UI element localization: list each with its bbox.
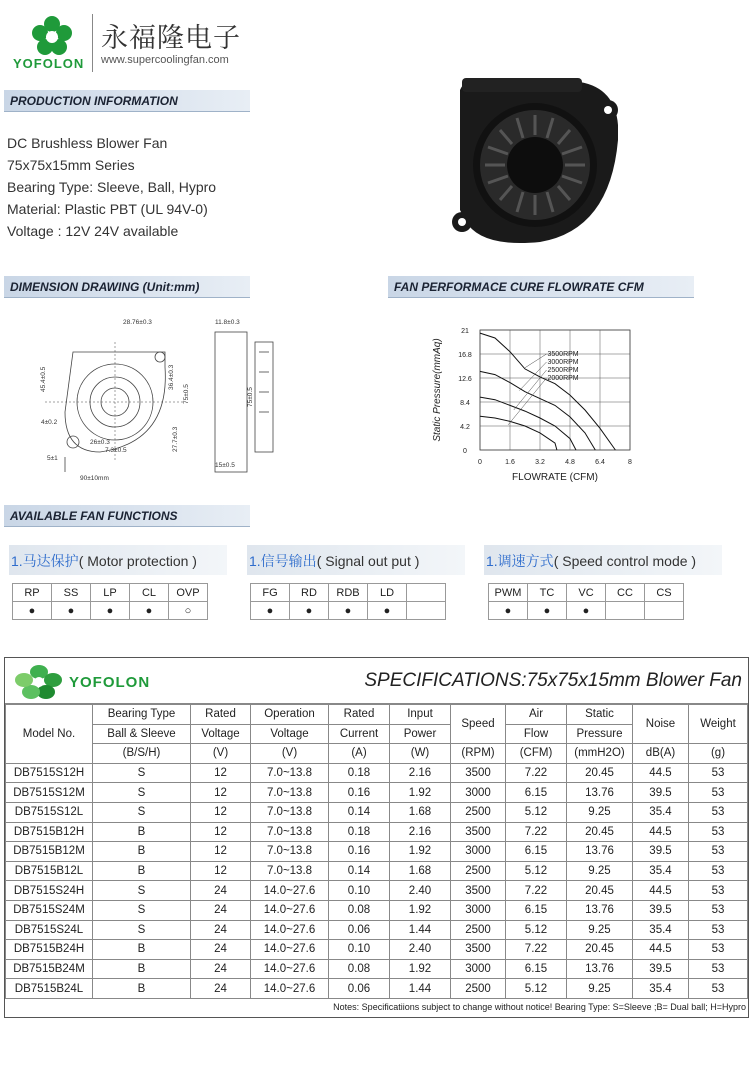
function-mark <box>606 602 645 620</box>
table-cell: 7.0~13.8 <box>251 802 329 822</box>
table-cell: 3500 <box>451 940 506 960</box>
table-row <box>6 842 748 862</box>
function-mark <box>407 602 446 620</box>
function-mark: ● <box>368 602 407 620</box>
section-functions: AVAILABLE FAN FUNCTIONS <box>4 505 250 527</box>
performance-chart <box>425 318 660 493</box>
table-cell: 44.5 <box>633 763 689 783</box>
table-row <box>6 802 748 822</box>
table-cell: 14.0~27.6 <box>251 940 329 960</box>
table-cell: 0.18 <box>329 763 390 783</box>
table-cell: 53 <box>689 900 748 920</box>
dim-label: 36.4±0.3 <box>168 364 175 390</box>
table-cell: 39.5 <box>633 900 689 920</box>
function-header: PWM <box>489 584 528 602</box>
dim-label: 28.76±0.3 <box>123 319 152 326</box>
table-cell: 3000 <box>451 959 506 979</box>
table-cell: 1.92 <box>390 900 451 920</box>
model-cell: DB7515S12H <box>6 763 93 783</box>
x-tick-label: 3.2 <box>535 459 545 466</box>
unit-cell: (CFM) <box>506 744 567 764</box>
function-header: SS <box>52 584 91 602</box>
table-cell: 35.4 <box>633 802 689 822</box>
table-cell: 24 <box>191 940 251 960</box>
function-mark: ● <box>13 602 52 620</box>
table-cell: 7.22 <box>506 822 567 842</box>
table-cell: 0.06 <box>329 920 390 940</box>
table-cell: 1.92 <box>390 842 451 862</box>
dim-label: 75±0.5 <box>247 387 254 407</box>
table-cell: S <box>93 763 191 783</box>
model-cell: DB7515B24H <box>6 940 93 960</box>
table-cell: 2500 <box>451 861 506 881</box>
model-cell: DB7515B24M <box>6 959 93 979</box>
unit-cell: (mmH2O) <box>567 744 633 764</box>
table-header-row <box>6 705 748 725</box>
table-row <box>6 979 748 999</box>
function-mark: ● <box>290 602 329 620</box>
function-group-en: ( Motor protection ) <box>78 553 197 569</box>
table-cell: 44.5 <box>633 822 689 842</box>
motor-protection-table <box>12 583 208 620</box>
header-cell: Speed <box>451 705 506 744</box>
table-cell: 3000 <box>451 783 506 803</box>
table-cell: 1.92 <box>390 783 451 803</box>
table-cell: 14.0~27.6 <box>251 881 329 901</box>
function-header: VC <box>567 584 606 602</box>
table-cell: 0.16 <box>329 842 390 862</box>
y-axis-label: Static Pressure(mmAq) <box>432 338 443 442</box>
table-cell: S <box>93 783 191 803</box>
x-axis-label: FLOWRATE (CFM) <box>512 472 598 483</box>
table-cell: 9.25 <box>567 979 633 999</box>
table-cell: 7.0~13.8 <box>251 783 329 803</box>
table-cell: 2500 <box>451 979 506 999</box>
spec-table <box>5 704 748 999</box>
table-cell: 6.15 <box>506 900 567 920</box>
function-mark: ● <box>567 602 606 620</box>
model-cell: DB7515S24H <box>6 881 93 901</box>
header-cell: Pressure <box>567 724 633 744</box>
unit-cell: (RPM) <box>451 744 506 764</box>
table-cell: 6.15 <box>506 959 567 979</box>
y-tick-label: 16.8 <box>458 352 472 359</box>
y-tick-label: 0 <box>463 448 467 455</box>
function-group-title <box>247 545 465 575</box>
function-group-en: ( Speed control mode ) <box>553 553 697 569</box>
table-cell: 5.12 <box>506 920 567 940</box>
table-cell: 1.68 <box>390 802 451 822</box>
dim-label: 45.4±0.5 <box>40 366 47 392</box>
table-cell: B <box>93 959 191 979</box>
function-mark: ● <box>251 602 290 620</box>
table-cell: 35.4 <box>633 979 689 999</box>
model-cell: DB7515B24L <box>6 979 93 999</box>
dim-label: 27.7±0.3 <box>172 426 179 452</box>
table-row <box>6 881 748 901</box>
header-cell: Static <box>567 705 633 725</box>
table-cell: B <box>93 842 191 862</box>
table-cell: 9.25 <box>567 861 633 881</box>
table-cell: B <box>93 861 191 881</box>
website-text: www.supercoolingfan.com <box>101 54 229 66</box>
table-cell: 0.06 <box>329 979 390 999</box>
brand-logo-icon <box>30 15 74 59</box>
table-cell: B <box>93 979 191 999</box>
function-header: CL <box>130 584 169 602</box>
header-cell: Rated <box>329 705 390 725</box>
table-cell: 7.22 <box>506 940 567 960</box>
table-cell: 7.0~13.8 <box>251 763 329 783</box>
section-production: PRODUCTION INFORMATION <box>4 90 250 112</box>
unit-cell: (g) <box>689 744 748 764</box>
table-cell: S <box>93 881 191 901</box>
table-cell: 0.16 <box>329 783 390 803</box>
table-cell: 14.0~27.6 <box>251 920 329 940</box>
spec-brand-name: YOFOLON <box>69 674 151 691</box>
table-cell: 7.22 <box>506 763 567 783</box>
header-cell: Weight <box>689 705 748 744</box>
dim-label: 4±0.2 <box>41 419 58 426</box>
table-row <box>6 861 748 881</box>
section-performance: FAN PERFORMACE CURE FLOWRATE CFM <box>388 276 694 298</box>
table-cell: 39.5 <box>633 959 689 979</box>
model-cell: DB7515S24L <box>6 920 93 940</box>
table-cell: 0.08 <box>329 959 390 979</box>
brand-name: YOFOLON <box>13 56 85 71</box>
table-cell: 2.16 <box>390 763 451 783</box>
section-dimension: DIMENSION DRAWING (Unit:mm) <box>4 276 250 298</box>
header-cell: Noise <box>633 705 689 744</box>
function-header: LD <box>368 584 407 602</box>
table-cell: 44.5 <box>633 881 689 901</box>
dim-label: 7.3±0.5 <box>105 447 127 454</box>
table-cell: 6.15 <box>506 842 567 862</box>
header-cell: Current <box>329 724 390 744</box>
table-cell: 12 <box>191 842 251 862</box>
table-cell: 12 <box>191 822 251 842</box>
header-cell: Input <box>390 705 451 725</box>
table-cell: S <box>93 900 191 920</box>
info-line: 75x75x15mm Series <box>7 157 135 173</box>
signal-output-table <box>250 583 446 620</box>
info-line: DC Brushless Blower Fan <box>7 135 168 151</box>
header-cell: Flow <box>506 724 567 744</box>
table-cell: 14.0~27.6 <box>251 900 329 920</box>
table-cell: 0.08 <box>329 900 390 920</box>
table-cell: B <box>93 822 191 842</box>
function-group-title <box>9 545 227 575</box>
y-tick-label: 8.4 <box>460 400 470 407</box>
plot-frame <box>480 330 630 450</box>
table-cell: 2500 <box>451 802 506 822</box>
table-cell: 3500 <box>451 822 506 842</box>
unit-cell: (B/S/H) <box>93 744 191 764</box>
table-cell: 53 <box>689 959 748 979</box>
function-mark: ● <box>528 602 567 620</box>
unit-cell: dB(A) <box>633 744 689 764</box>
function-mark: ● <box>489 602 528 620</box>
table-cell: 53 <box>689 842 748 862</box>
y-tick-label: 4.2 <box>460 424 470 431</box>
spec-notes: Notes: Specificatiions subject to change without notice! Bearing Type: S=Sleeve ;B= Dual ball; H=Hypro <box>333 1001 746 1012</box>
table-cell: 39.5 <box>633 783 689 803</box>
table-cell: 0.18 <box>329 822 390 842</box>
table-row <box>6 783 748 803</box>
table-row <box>6 959 748 979</box>
function-header: RP <box>13 584 52 602</box>
table-cell: 5.12 <box>506 979 567 999</box>
table-cell: 7.22 <box>506 881 567 901</box>
table-cell: 53 <box>689 783 748 803</box>
table-cell: 20.45 <box>567 940 633 960</box>
table-cell: S <box>93 802 191 822</box>
series-line <box>480 371 595 450</box>
table-cell: 24 <box>191 881 251 901</box>
table-cell: 7.0~13.8 <box>251 861 329 881</box>
table-cell: 2.40 <box>390 940 451 960</box>
function-group-cn: 1.调速方式 <box>486 553 554 569</box>
info-line: Voltage : 12V 24V available <box>7 223 179 239</box>
table-cell: 5.12 <box>506 861 567 881</box>
series-label: 2000RPM <box>547 375 579 382</box>
table-cell: 35.4 <box>633 920 689 940</box>
dimension-drawing <box>5 312 305 487</box>
header-cell: Ball & Sleeve <box>93 724 191 744</box>
table-cell: 53 <box>689 763 748 783</box>
y-tick-label: 21 <box>461 328 469 335</box>
function-header: CS <box>645 584 684 602</box>
function-header: LP <box>91 584 130 602</box>
table-cell: 20.45 <box>567 822 633 842</box>
table-cell: 2.16 <box>390 822 451 842</box>
table-row <box>6 763 748 783</box>
table-cell: 13.76 <box>567 783 633 803</box>
series-leader <box>514 370 547 410</box>
model-cell: DB7515S12M <box>6 783 93 803</box>
function-group-cn: 1.信号输出 <box>249 553 317 569</box>
table-cell: 39.5 <box>633 842 689 862</box>
table-cell: 1.92 <box>390 959 451 979</box>
table-cell: 3000 <box>451 842 506 862</box>
spec-header <box>5 658 748 704</box>
function-group-en: ( Signal out put ) <box>316 553 420 569</box>
table-cell: 24 <box>191 979 251 999</box>
table-cell: 53 <box>689 802 748 822</box>
table-cell: 13.76 <box>567 842 633 862</box>
info-line: Material: Plastic PBT (UL 94V-0) <box>7 201 208 217</box>
production-info <box>7 132 216 242</box>
header-divider <box>92 14 93 72</box>
table-row <box>6 822 748 842</box>
model-cell: DB7515S12L <box>6 802 93 822</box>
table-cell: 0.10 <box>329 940 390 960</box>
table-cell: 12 <box>191 763 251 783</box>
table-cell: 1.44 <box>390 920 451 940</box>
function-mark: ● <box>130 602 169 620</box>
table-cell: 53 <box>689 940 748 960</box>
table-cell: 9.25 <box>567 802 633 822</box>
spec-title: SPECIFICATIONS:75x75x15mm Blower Fan <box>364 670 742 691</box>
dim-label: 5±1 <box>47 455 58 462</box>
table-cell: 6.15 <box>506 783 567 803</box>
header-cell: Bearing Type <box>93 705 191 725</box>
table-cell: 44.5 <box>633 940 689 960</box>
function-header: CC <box>606 584 645 602</box>
function-mark: ● <box>329 602 368 620</box>
table-cell: 1.44 <box>390 979 451 999</box>
table-cell: 7.0~13.8 <box>251 822 329 842</box>
y-tick-label: 12.6 <box>458 376 472 383</box>
x-tick-label: 1.6 <box>505 459 515 466</box>
table-cell: 0.10 <box>329 881 390 901</box>
function-mark: ○ <box>169 602 208 620</box>
table-cell: 3500 <box>451 881 506 901</box>
table-cell: 3000 <box>451 900 506 920</box>
dimension-labels <box>40 319 254 482</box>
x-tick-label: 8 <box>628 459 632 466</box>
table-row <box>6 920 748 940</box>
table-cell: 0.14 <box>329 802 390 822</box>
dim-label: 11.8±0.3 <box>215 319 240 326</box>
company-chinese-name: 永福隆电子 <box>101 23 241 54</box>
dim-label: 90±10mm <box>80 475 109 482</box>
info-line: Bearing Type: Sleeve, Ball, Hypro <box>7 179 217 195</box>
table-cell: 13.76 <box>567 900 633 920</box>
unit-cell: (V) <box>251 744 329 764</box>
table-cell: 5.12 <box>506 802 567 822</box>
table-cell: 0.14 <box>329 861 390 881</box>
header-cell: Power <box>390 724 451 744</box>
series-label: 3500RPM <box>547 351 579 358</box>
series-line <box>480 397 576 450</box>
model-cell: DB7515S24M <box>6 900 93 920</box>
table-cell: 14.0~27.6 <box>251 959 329 979</box>
table-cell: 20.45 <box>567 763 633 783</box>
table-row <box>6 900 748 920</box>
function-header: OVP <box>169 584 208 602</box>
dim-label: 15±0.5 <box>215 462 235 469</box>
table-cell: 24 <box>191 900 251 920</box>
function-mark <box>645 602 684 620</box>
table-cell: 53 <box>689 822 748 842</box>
unit-cell: (V) <box>191 744 251 764</box>
blower-fan-image <box>440 70 630 255</box>
table-cell: 3500 <box>451 763 506 783</box>
model-cell: DB7515B12H <box>6 822 93 842</box>
model-cell: DB7515B12M <box>6 842 93 862</box>
table-cell: 12 <box>191 783 251 803</box>
table-cell: 24 <box>191 920 251 940</box>
function-group-title <box>484 545 722 575</box>
table-cell: 53 <box>689 920 748 940</box>
table-cell: S <box>93 920 191 940</box>
table-cell: B <box>93 940 191 960</box>
function-mark: ● <box>52 602 91 620</box>
x-tick-label: 6.4 <box>595 459 605 466</box>
x-tick-label: 4.8 <box>565 459 575 466</box>
function-header: FG <box>251 584 290 602</box>
table-cell: 12 <box>191 861 251 881</box>
table-cell: 12 <box>191 802 251 822</box>
function-header: TC <box>528 584 567 602</box>
specifications-panel <box>4 657 749 1018</box>
x-tick-label: 0 <box>478 459 482 466</box>
model-cell: DB7515B12L <box>6 861 93 881</box>
header-cell: Air <box>506 705 567 725</box>
function-header: RD <box>290 584 329 602</box>
header-model: Model No. <box>6 705 93 764</box>
function-group-cn: 1.马达保护 <box>11 553 79 569</box>
table-cell: 20.45 <box>567 881 633 901</box>
dim-label: 26±0.3 <box>90 439 110 446</box>
table-cell: 53 <box>689 861 748 881</box>
table-cell: 9.25 <box>567 920 633 940</box>
table-cell: 53 <box>689 979 748 999</box>
table-unit-row <box>6 744 748 764</box>
unit-cell: (W) <box>390 744 451 764</box>
table-cell: 24 <box>191 959 251 979</box>
speed-control-table <box>488 583 684 620</box>
table-cell: 35.4 <box>633 861 689 881</box>
table-cell: 2500 <box>451 920 506 940</box>
function-header <box>407 584 446 602</box>
brand-logo-icon <box>13 664 65 700</box>
table-cell: 13.76 <box>567 959 633 979</box>
table-cell: 14.0~27.6 <box>251 979 329 999</box>
table-cell: 1.68 <box>390 861 451 881</box>
header-cell: Operation <box>251 705 329 725</box>
table-cell: 7.0~13.8 <box>251 842 329 862</box>
header-cell: Rated <box>191 705 251 725</box>
header-cell: Voltage <box>251 724 329 744</box>
function-header: RDB <box>329 584 368 602</box>
function-mark: ● <box>91 602 130 620</box>
table-row <box>6 940 748 960</box>
dim-label: 75±0.5 <box>183 384 190 404</box>
series-label: 2500RPM <box>547 367 579 374</box>
unit-cell: (A) <box>329 744 390 764</box>
table-cell: 53 <box>689 881 748 901</box>
series-label: 3000RPM <box>547 359 579 366</box>
header-cell: Voltage <box>191 724 251 744</box>
table-cell: 2.40 <box>390 881 451 901</box>
